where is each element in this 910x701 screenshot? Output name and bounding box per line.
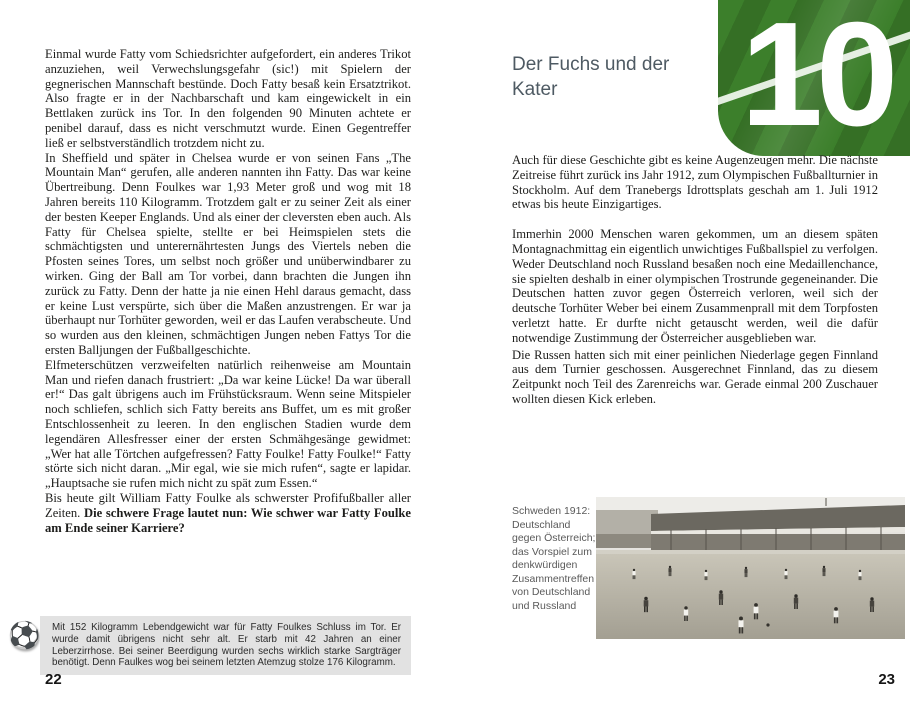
chapter-question: Die schwere Frage lautet nun: Wie schwer war Fatty Foulke am Ende seiner Karriere? [45,505,411,535]
info-box [40,616,411,675]
page-number-left: 22 [45,671,62,688]
info-box-text: Mit 152 Kilogramm Lebendgewicht war für Fatty Foulkes Schluss im Tor. Er wurde damit übrigens nicht sehr alt. Er starb mit 42 Jahren an einer Leberzirrhose. Bei seiner Beerdigung wurden sechs wirklich starke Sargträger benötigt. Denn Faulkes wog bei seinem letzten Atemzug stolze 176 Kilogramm. [52,622,401,669]
left-page-body [45,47,411,535]
soccer-ball-icon: ⚽ [8,621,41,651]
chapter-number: 10 [740,0,892,156]
historic-match-photo [596,497,905,639]
photo-caption: Schweden 1912: Deutschland gegen Österreich; das Vorspiel zum denkwürdigen Zusammentreffen von Deutschland und Russland [512,505,596,612]
page-number-right: 23 [878,671,895,688]
paragraph: Einmal wurde Fatty vom Schiedsrichter aufgefordert, ein anderes Trikot anzuziehen, weil Verwechslungsgefahr (sic!) mit Spielern der gegnerischen Mannschaft bestünde. Doch Fatty besaß kein Ersatztrikot. Also fragte er in der Nachbarschaft und kam eingewickelt in ein Bettlaken zurück ins Tor. In den folgenden 90 Minuten achtete er penibel darauf, dass es nicht verschmutzt wurde. Einen Gegentreffer ließ er selbstverständlich trotzdem nicht zu. [45,47,411,150]
paragraph: Die Russen hatten sich mit einer peinlichen Niederlage gegen Finnland aus dem Turnier geschossen. Ausgerechnet Finnland, das zu diesem Zeitpunkt noch Teil des Zarenreichs war. Gerade einmal 200 Zuschauer wollten diesen Kick erleben. [512,347,878,406]
chapter-banner-grass-photo [718,0,910,156]
closing-paragraph [45,491,411,535]
paragraph: Elfmeterschützen verzweifelten natürlich reihenweise am Mountain Man und riefen danach frustriert: „Da war keine Lücke! Da war überall er!“ Das galt übrigens auch im Frühstücksraum. Wenn seine Mitspieler noch schliefen, schlich sich Fatty bereits ans Buffet, um es mit großer Entschlossenheit zu leeren. In den englischen Stadien wurde dem legendären Allesfresser einer der ersten Schmähgesänge gewidmet: „Wer hat alle Törtchen aufgefressen? Fatty Foulke! Fatty Foulke!“ Fatty störte sich nicht daran. „Mir egal, wie sie mich rufen“, sagte er lapidar. „Hauptsache sie rufen mich nicht zu spät zum Essen.“ [45,357,411,491]
right-page-body [512,153,878,407]
paragraph: Immerhin 2000 Menschen waren gekommen, um an diesem späten Montagnachmittag ein eigentlich unwichtiges Fußballspiel zu verfolgen. Weder Deutschland noch Russland besaßen noch eine Medaillenchance, sie spielten deshalb in einer olympischen Trostrunde gegeneinander. Die Deutschen hatten zuvor gegen Österreich verloren, weil sich der deutsche Torhüter Weber bei einem Zusammenprall mit dem Torpfosten verletzt hatte. Er durfte nicht getauscht werden, weil die dafür notwendige Zustimmung der Österreicher ausgeblieben war. [512,227,878,345]
closing-text: Bis heute gilt William Fatty Foulke als schwerster Profifußballer aller Zeiten. [45,490,411,520]
paragraph: Auch für diese Geschichte gibt es keine Augenzeugen mehr. Die nächste Zeitreise führt zurück ins Jahr 1912, zum Olympischen Fußballturnier in Stockholm. Auf dem Tranebergs Idrottsplats geschah am 1. Juli 1912 etwas bis heute Einzigartiges. [512,153,878,212]
chapter-title: Der Fuchs und der Kater [512,54,670,100]
paragraph: In Sheffield und später in Chelsea wurde er von seinen Fans „The Mountain Man“ gerufen, alle anderen nannten ihn Fatty. Das war keine Übertreibung. Denn Foulkes war 1,93 Meter groß und wog mit 18 Jahren bereits 110 Kilogramm. Trotzdem galt er zu seiner Zeit als einer der besten Keeper Englands. Und als einer der cleversten eben auch. Als Fatty für Chelsea spielte, stellte er bei Heimspielen stets die schmächtigsten und unterernährtesten Jungs des Viertels neben die Pfosten seines Tores, um selbst noch größer und unüberwindbarer zu wirken. Ging der Ball am Tor vorbei, dann brachten die Jungen ihn zurück zu Fatty. Denn der hatte ja nie einen Hehl daraus gemacht, dass er keine Lust verspürte, sich über die Maßen anzustrengen. Er war ja überhaupt nur Torhüter geworden, weil er das Laufen verabscheute. Und so wurden aus den kleinen, schmächtigen Jungen neben Fattys Tor die ersten Balljungen der Fußballgeschichte. [45,150,411,357]
